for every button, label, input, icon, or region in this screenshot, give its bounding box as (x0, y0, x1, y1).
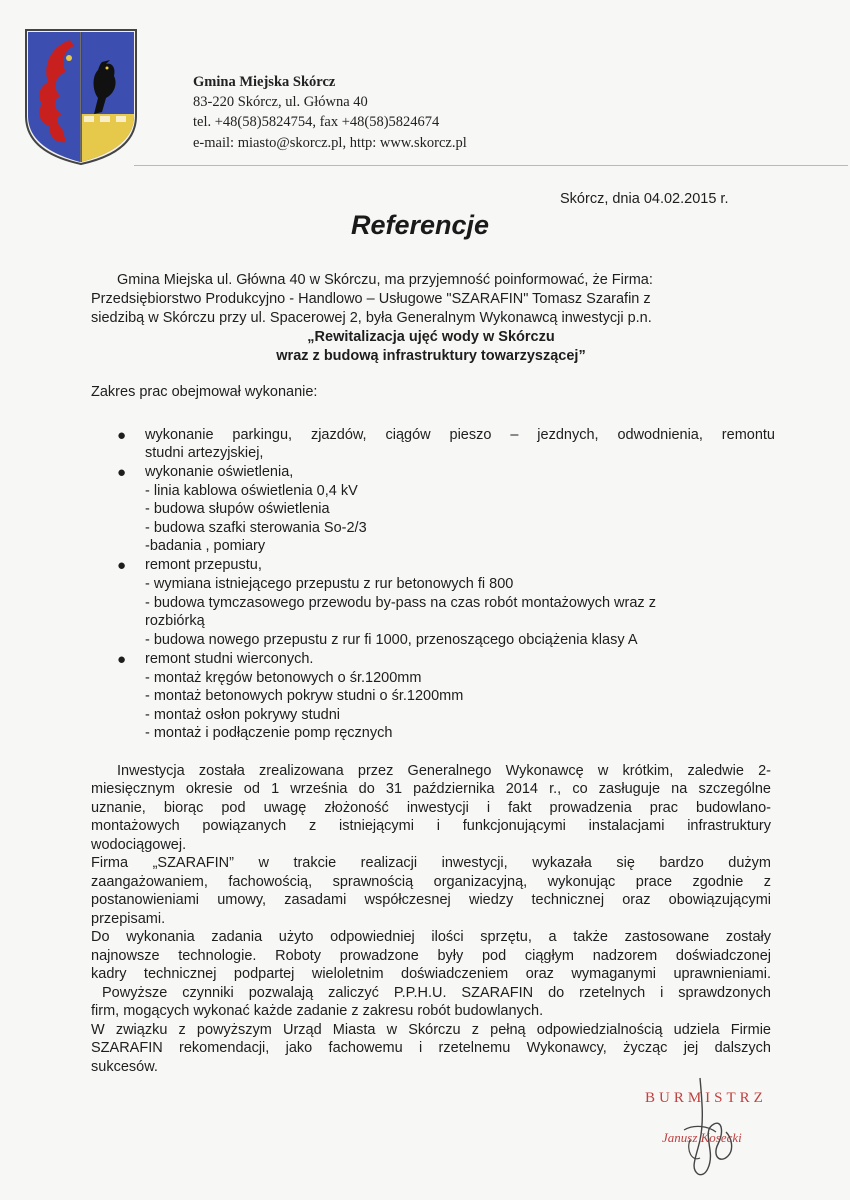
bullet-icon: ● (117, 464, 127, 481)
bullet-4-sub-1: - montaż kręgów betonowych o śr.1200mm (145, 670, 422, 686)
document-title: Referencje (350, 210, 490, 240)
para-4-line-1: Powyższe czynniki pozwalają zaliczyć P.P.H.U. SZARAFIN do rzetelnych i sprawdzonych (102, 985, 771, 1001)
para-3-line-1: Do wykonania zadania użyto odpowiedniej ilości sprzętu, a także zastosowane zostały (91, 929, 771, 945)
bullet-1-line-1: wykonanie parkingu, zjazdów, ciągów pieszo – jezdnych, odwodnienia, remontu (145, 427, 775, 443)
coat-of-arms-logo (22, 24, 140, 166)
para-2-line-2: zaangażowaniem, fachowością, sprawnością organizacyjną, wykonując prace zgodnie z (91, 874, 771, 890)
bullet-2-sub-4: -badania , pomiary (145, 538, 266, 554)
para-4-line-2: firm, mogących wykonać każde zadanie z zakresu robót budowlanych. (91, 1003, 544, 1019)
handwritten-signature (660, 1070, 770, 1180)
header-divider (134, 165, 848, 166)
bullet-3-sub-2: - budowa tymczasowego przewodu by-pass na czas robót montażowych wraz z (145, 595, 656, 611)
date-line: Skórcz, dnia 04.02.2015 r. (560, 191, 729, 207)
para-2-line-3: postanowieniami umowy, zasadami współczesnej wiedzy technicznej oraz obowiązującymi (91, 892, 771, 908)
org-phone-fax: tel. +48(58)5824754, fax +48(58)5824674 (193, 114, 440, 130)
scope-heading: Zakres prac obejmował wykonanie: (91, 384, 318, 400)
bullet-4-main: remont studni wierconych. (145, 651, 314, 667)
bullet-2-main: wykonanie oświetlenia, (145, 464, 294, 480)
para-1-line-2: miesięcznym okresie od 1 września do 31 października 2014 r., co zasługuje na szczególne (91, 781, 771, 797)
intro-line-3: siedzibą w Skórczu przy ul. Spacerowej 2, była Generalnym Wykonawcą inwestycji p.n. (91, 310, 652, 326)
para-2-line-4: przepisami. (91, 911, 166, 927)
project-name-line-1: „Rewitalizacja ujęć wody w Skórczu (307, 329, 555, 345)
intro-line-1: Gmina Miejska ul. Główna 40 w Skórczu, ma przyjemność poinformować, że Firma: (117, 272, 653, 288)
project-name-line-2: wraz z budową infrastruktury towarzyszącej” (276, 348, 586, 364)
org-address: 83-220 Skórcz, ul. Główna 40 (193, 94, 368, 110)
para-5-line-1: W związku z powyższym Urząd Miasta w Skórczu z pełną odpowiedzialnością udziela Firmie (91, 1022, 771, 1038)
para-1-line-4: montażowych powiązanych z istniejącymi i funkcjonującymi instalacjami infrastruktury (91, 818, 771, 834)
bullet-3-sub-1: - wymiana istniejącego przepustu z rur betonowych fi 800 (145, 576, 514, 592)
stamp-title: BURMISTRZ (645, 1090, 767, 1106)
bullet-4-sub-3: - montaż osłon pokrywy studni (145, 707, 341, 723)
stamp-name: Janusz Kosecki (662, 1130, 742, 1145)
bullet-icon: ● (117, 557, 127, 574)
org-name: Gmina Miejska Skórcz (193, 74, 336, 90)
bullet-2-sub-3: - budowa szafki sterowania So-2/3 (145, 520, 367, 536)
bullet-3-main: remont przepustu, (145, 557, 262, 573)
bullet-3-sub-3: - budowa nowego przepustu z rur fi 1000, przenoszącego obciążenia klasy A (145, 632, 638, 648)
bullet-1-line-2: studni artezyjskiej, (145, 445, 264, 461)
para-5-line-2: SZARAFIN rekomendacji, jako fachowemu i rzetelnemu Wykonawcy, życząc jej dalszych (91, 1040, 771, 1056)
para-5-line-3: sukcesów. (91, 1059, 158, 1075)
para-3-line-2: najnowsze technologie. Roboty prowadzone były pod ciągłym nadzorem doświadczonej (91, 948, 771, 964)
bullet-2-sub-1: - linia kablowa oświetlenia 0,4 kV (145, 483, 358, 499)
para-3-line-3: kadry technicznej podpartej wieloletnim doświadczeniem oraz wymaganymi uprawnieniami. (91, 966, 771, 982)
bullet-4-sub-2: - montaż betonowych pokryw studni o śr.1200mm (145, 688, 464, 704)
bullet-4-sub-4: - montaż i podłączenie pomp ręcznych (145, 725, 393, 741)
org-email-web: e-mail: miasto@skorcz.pl, http: www.skorcz.pl (193, 135, 467, 151)
bullet-icon: ● (117, 427, 127, 444)
para-1-line-3: uznanie, biorąc pod uwagę złożoność inwestycji i fakt prowadzenia prac budowlano- (91, 800, 771, 816)
intro-line-2: Przedsiębiorstwo Produkcyjno - Handlowo – Usługowe "SZARAFIN" Tomasz Szarafin z (91, 291, 651, 307)
bullet-3-sub-2-cont: rozbiórką (145, 613, 205, 629)
para-2-line-1: Firma „SZARAFIN” w trakcie realizacji inwestycji, wykazała się bardzo dużym (91, 855, 771, 871)
bullet-icon: ● (117, 651, 127, 668)
para-1-line-1: Inwestycja została zrealizowana przez Generalnego Wykonawcę w krótkim, zaledwie 2- (117, 763, 771, 779)
bullet-2-sub-2: - budowa słupów oświetlenia (145, 501, 330, 517)
para-1-line-5: wodociągowej. (91, 837, 187, 853)
